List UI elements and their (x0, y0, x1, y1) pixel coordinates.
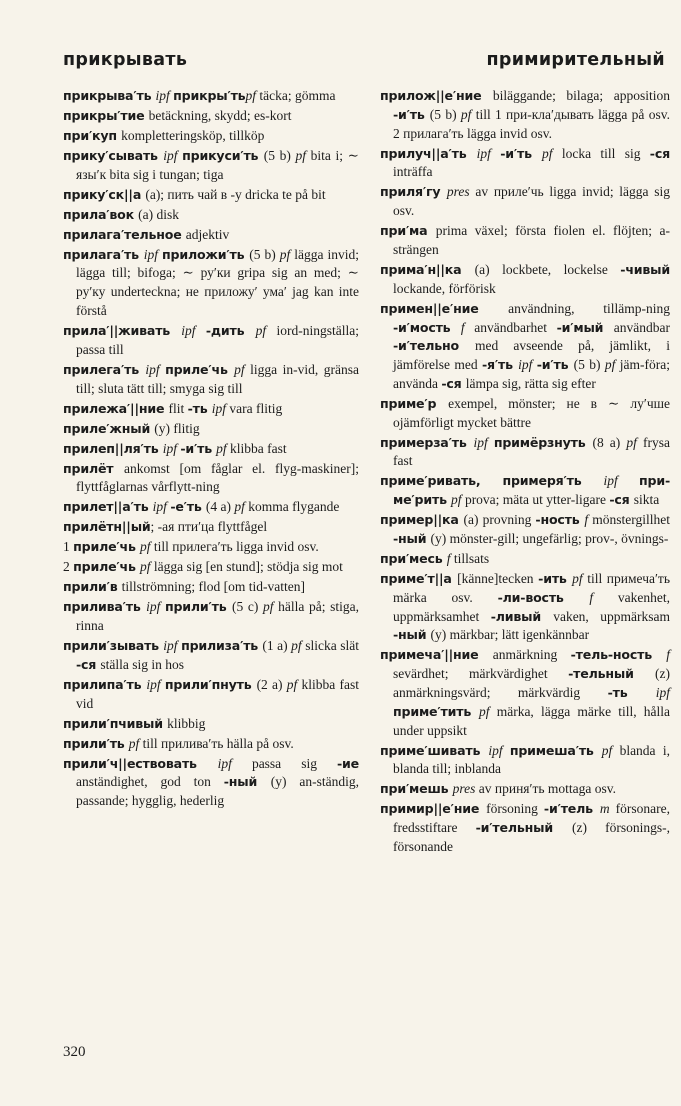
definition-text: ankomst [om fåglar el. flyg-maskiner]; flyttfåglarnas vårflytt-ning (76, 460, 360, 495)
grammar-label: pf (234, 499, 249, 515)
definition-text: inträffa (393, 164, 433, 180)
definition-text: med avseende på, jämlikt, i jämförelse med (393, 338, 670, 373)
headword: прили′в (63, 579, 122, 595)
definition-text: täcka; gömma (259, 88, 336, 103)
headword: -ный (393, 531, 431, 547)
definition-text: lämpa sig, rätta sig efter (465, 375, 596, 391)
headword: прикуси′ть (182, 147, 264, 163)
headword: прили′ч||ествовать (63, 755, 218, 771)
definition-text: (z) försonings-, försonande (393, 820, 671, 854)
headword: прила′вок (63, 206, 139, 222)
grammar-label: pf (291, 638, 306, 654)
dictionary-entry (63, 87, 359, 106)
dictionary-entry (380, 646, 670, 740)
headword: при′куп (63, 127, 122, 143)
headword: прику′ск||а (63, 186, 146, 202)
headword: прима′н||ка (380, 261, 475, 277)
headword: -ть (607, 684, 656, 700)
definition-text: (4 a) (205, 499, 235, 515)
headword: -и′тель (543, 801, 600, 817)
headword: прилеп||ля′ть (63, 440, 163, 456)
grammar-label: pf (626, 434, 643, 450)
dictionary-entry (63, 440, 359, 459)
headword: прили′ть (63, 735, 129, 751)
definition-text: kompletteringsköp, tillköp (121, 127, 265, 143)
grammar-label: ipf (655, 684, 671, 700)
left-column (63, 87, 359, 812)
definition-text: slicka slät (305, 638, 359, 654)
definition-text: iord-ningställa; passa till (76, 323, 359, 357)
headword: -ся (76, 656, 101, 672)
definition-text: vakenhet, uppmärksamhet (393, 589, 670, 624)
definition-text: vaken, uppmärksam (553, 608, 670, 624)
dictionary-entry (63, 107, 359, 126)
grammar-label: pf (262, 599, 279, 615)
grammar-label: f (589, 589, 618, 605)
grammar-label: ipf (146, 599, 165, 615)
dictionary-entry (380, 87, 670, 143)
definition-text: tillströmning; flod [om tid-vatten] (121, 579, 306, 595)
definition-text: ; -ая пти′ца flyttfågel (150, 519, 268, 535)
page-number: 320 (63, 1044, 86, 1060)
dictionary-entry (63, 755, 359, 811)
grammar-label: pf (604, 357, 620, 373)
grammar-label: pres (446, 184, 476, 200)
headword: приме′ривать, примеря′ть (380, 473, 604, 489)
headword: приме′тить (393, 703, 480, 719)
headword: прилежа′||ние (63, 400, 169, 416)
dictionary-entry (63, 558, 359, 577)
headword: приле′жный (63, 420, 155, 436)
dictionary-entry (63, 322, 359, 360)
headword: прили′пнуть (164, 676, 257, 692)
headword: прилега′ть (63, 361, 146, 377)
dictionary-entry (380, 800, 670, 856)
definition-text: sevärdhet; märkvärdighet (393, 666, 569, 682)
definition-text: (5 b) (249, 246, 280, 262)
headword: примеша′ть (509, 742, 602, 758)
definition-text: användbar (613, 319, 670, 335)
dictionary-entry (63, 420, 359, 439)
definition-text: (a) provning (463, 512, 536, 528)
definition-text: (5 b) (263, 147, 296, 163)
grammar-label: ipf (162, 440, 181, 456)
headword: -ли-вость (497, 589, 590, 605)
headword: -ить (538, 570, 573, 586)
dictionary-entry (63, 676, 359, 714)
headword: прилож||е′ние (380, 88, 493, 103)
definition-text: biläggande; bilaga; apposition (492, 88, 670, 103)
dictionary-entry (63, 460, 359, 498)
grammar-label: ipf (476, 145, 501, 161)
running-head-left: прикрывать (63, 50, 188, 70)
grammar-label: ipf (473, 434, 494, 450)
definition-text: klibbig (167, 715, 206, 731)
headword: -я′ть (482, 357, 519, 373)
grammar-label: pf (479, 703, 497, 719)
headword: -и′ть (536, 357, 574, 373)
dictionary-entry (63, 735, 359, 754)
headword: прили′зывать (63, 638, 164, 654)
headword: -ливый (490, 608, 554, 624)
headword: -чивый (620, 261, 670, 277)
headword: -и′ть (180, 440, 217, 456)
definition-text: mönstergillhet (592, 512, 670, 528)
dictionary-entry (380, 511, 670, 549)
headword: -и′ть (393, 106, 430, 122)
definition-text: lockande, förförisk (393, 280, 496, 296)
definition-text: (y) flitig (154, 420, 200, 436)
dictionary-entry (380, 570, 670, 645)
definition-text: klibba fast vid (76, 676, 359, 711)
dictionary-entry (63, 361, 359, 399)
grammar-label: pf (128, 735, 143, 751)
headword: прилага′тельное (63, 226, 186, 242)
headword: прилага′ть (63, 246, 144, 262)
dictionary-entry (63, 715, 359, 734)
definition-text: till прилива′ть hälla på osv. (142, 735, 294, 751)
definition-text: sikta (633, 492, 660, 508)
definition-text: 2 (63, 559, 74, 575)
running-head-right: примирительный (486, 50, 665, 70)
definition-text: adjektiv (185, 226, 230, 242)
grammar-label: pf (286, 676, 302, 692)
definition-text: av приле′чь ligga invid; lägga sig osv. (393, 184, 670, 219)
grammar-label: ipf (181, 323, 206, 339)
grammar-label: pf (216, 440, 231, 456)
definition-text: försonare, fredsstiftare (393, 801, 670, 836)
headword: примеча′||ние (380, 647, 493, 663)
grammar-label: ipf (217, 755, 252, 771)
grammar-label: ipf (155, 88, 174, 103)
grammar-label: ipf (163, 147, 183, 163)
dictionary-entry (380, 780, 670, 799)
definition-text: till 1 при-кла′дывать lägga på osv. 2 прилага′ть lägga invid osv. (393, 106, 670, 141)
definition-text: bita i; ∼ язы′к bita sig i tungan; tiga (76, 147, 359, 182)
grammar-label: pf (279, 246, 295, 262)
headword: приле′чь (73, 539, 140, 555)
definition-text: passa sig (251, 755, 337, 771)
definition-text: locka till sig (561, 145, 650, 161)
headword: прилива′ть (63, 599, 147, 615)
headword: прилет||а′ть (63, 499, 153, 515)
headword: прикры′ть (173, 88, 246, 103)
grammar-label: pf (245, 88, 260, 103)
headword: -ный (393, 627, 431, 643)
definition-text: anmärkning (492, 647, 571, 663)
grammar-label: ipf (518, 357, 537, 373)
definition-text: (z) anmärkningsvärd; märkvärdig (393, 666, 670, 700)
definition-text: anständighet, god ton (76, 774, 224, 790)
definition-text: (y) mönster-gill; ungefärlig; prov-, övnings- (430, 531, 669, 547)
headword: прикры′тие (63, 107, 149, 123)
definition-text: blanda i, blanda till; inblanda (393, 742, 670, 777)
definition-text: (y) an-ständig, passande; hygglig, hederlig (76, 774, 359, 809)
definition-text: prima växel; första fiolen el. flöjten; a-strängen (393, 223, 671, 257)
headword: -и′тельный (475, 820, 572, 836)
grammar-label: pres (452, 781, 479, 797)
headword: при′ма (380, 223, 436, 239)
grammar-label: ipf (152, 499, 171, 515)
headword: -ть (187, 400, 212, 416)
grammar-label: pf (139, 539, 154, 555)
headword: -и′ть (500, 145, 542, 161)
headword: при′мешь (380, 781, 453, 797)
headword: приме′р (380, 395, 449, 411)
headword: пример||ка (380, 512, 464, 528)
definition-text: lägga sig [en stund]; stödja sig mot (153, 559, 343, 575)
headword: прили′ть (164, 599, 232, 615)
definition-text: användning, tillämp-ning (508, 300, 670, 316)
headword: примёрзнуть (493, 434, 593, 450)
grammar-label: ipf (603, 473, 640, 489)
definition-text: av приня′ть mottaga osv. (478, 781, 616, 797)
definition-text: (y) märkbar; lätt igenkännbar (430, 627, 590, 643)
dictionary-entry (63, 186, 359, 205)
definition-text: försoning (486, 801, 544, 817)
headword: -дить (205, 323, 256, 339)
grammar-label: f (460, 319, 475, 335)
dictionary-entry (380, 222, 670, 260)
headword: прилуч||а′ть (380, 145, 477, 161)
headword: при-ме′рить (393, 473, 670, 508)
dictionary-entry (63, 147, 359, 185)
grammar-label: ipf (145, 361, 166, 377)
grammar-label: f (446, 551, 454, 566)
grammar-label: pf (255, 323, 277, 339)
headword: -и′мый (556, 319, 614, 335)
headword: прили′пчивый (63, 715, 168, 731)
grammar-label: ipf (143, 246, 163, 262)
definition-text: vara flitig (229, 400, 283, 416)
definition-text: ställa sig in hos (100, 656, 184, 672)
definition-text: [känne]tecken (457, 570, 539, 586)
grammar-label: ipf (488, 742, 510, 758)
grammar-label: ipf (146, 676, 165, 692)
headword: приле′чь (73, 559, 140, 575)
dictionary-entry (380, 300, 670, 394)
headword: прилипа′ть (63, 676, 147, 692)
dictionary-entry (380, 742, 670, 780)
definition-text: ligga in-vid, gränsa till; sluta tätt till; smyga sig till (76, 361, 359, 396)
headword: прилиза′ть (181, 638, 263, 654)
headword: -ный (223, 774, 271, 790)
dictionary-entry (63, 127, 359, 146)
headword: приле′чь (165, 361, 235, 377)
dictionary-entry (63, 246, 359, 321)
grammar-label: m (599, 801, 616, 817)
definition-text: (5 c) (231, 599, 263, 615)
dictionary-entry (380, 472, 670, 510)
headword: примерза′ть (380, 434, 474, 450)
headword: -ие (337, 755, 359, 771)
headword: -ность (535, 512, 585, 528)
grammar-label: f (666, 647, 670, 663)
definition-text: hälla på; stiga, rinna (76, 599, 359, 634)
definition-text: flit (168, 400, 188, 416)
headword: прила′||живать (63, 323, 182, 339)
definition-text: till примеча′ть märka osv. (393, 570, 670, 605)
dictionary-entry (380, 395, 670, 433)
definition-text: (2 a) (256, 676, 287, 692)
definition-text: (8 a) (592, 434, 627, 450)
definition-text: till прилега′ть ligga invid osv. (153, 539, 319, 555)
headword: примен||е′ние (380, 300, 509, 316)
headword: прику′сывать (63, 147, 164, 163)
grammar-label: pf (460, 106, 476, 122)
grammar-label: pf (234, 361, 251, 377)
definition-text: (1 a) (262, 638, 292, 654)
headword: -тель-ность (570, 647, 667, 663)
definition-text: (5 b) (573, 357, 605, 373)
grammar-label: f (584, 512, 593, 528)
grammar-label: pf (295, 147, 311, 163)
right-column (380, 87, 670, 858)
headword: приме′шивать (380, 742, 489, 758)
grammar-label: ipf (163, 638, 182, 654)
grammar-label: pf (542, 145, 562, 161)
headword: -е′ть (170, 499, 206, 515)
definition-text: klibba fast (230, 440, 287, 456)
dictionary-entry (380, 145, 670, 183)
definition-text: användbarhet (474, 319, 557, 335)
dictionary-entry (63, 498, 359, 517)
headword: при′месь (380, 551, 447, 566)
definition-text: komma flygande (248, 499, 340, 515)
definition-text: (a) disk (138, 206, 180, 222)
definition-text: (5 b) (429, 106, 461, 122)
headword: -тельный (568, 666, 656, 682)
definition-text: (a); пить чай в -у dricka te på bit (145, 186, 326, 202)
headword: -ся (649, 145, 670, 161)
dictionary-entry (63, 598, 359, 636)
definition-text: frysa fast (393, 434, 670, 469)
headword: прилёт (63, 460, 124, 476)
definition-text: exempel, mönster; не в ∼ лу′чше ojämförligt mycket bättre (393, 395, 670, 430)
headword: -и′тельно (393, 338, 475, 354)
grammar-label: pf (139, 559, 154, 575)
headword: приля′гу (380, 184, 447, 200)
definition-text: jäm-föra; använda (393, 357, 670, 391)
definition-text: 1 (63, 539, 74, 555)
dictionary-entry (380, 550, 670, 569)
headword: -ся (441, 375, 466, 391)
definition-text: märka, lägga märke till, hålla under uppsikt (393, 703, 670, 738)
headword: прилётн||ый (63, 519, 151, 535)
dictionary-entry (380, 434, 670, 472)
dictionary-entry (63, 226, 359, 245)
grammar-label: pf (572, 570, 588, 586)
grammar-label: pf (601, 742, 620, 758)
dictionary-entry (63, 538, 359, 557)
definition-text: tillsats (453, 551, 490, 566)
dictionary-entry (63, 578, 359, 597)
grammar-label: ipf (211, 400, 230, 416)
headword: -ся (609, 492, 634, 508)
definition-text: lägga invid; lägga till; bifoga; ∼ ру′ки gripa sig an med; ∼ ру′ку underteckna; не приложу′ ума′ jag kan inte förstå (76, 246, 359, 319)
dictionary-entry (380, 183, 670, 221)
definition-text: betäckning, skydd; es-kort (148, 107, 292, 123)
headword: приложи′ть (162, 246, 250, 262)
definition-text: (a) lockbete, lockelse (474, 261, 621, 277)
dictionary-entry (63, 518, 359, 537)
dictionary-entry (63, 637, 359, 675)
definition-text: prova; mäta ut ytter-ligare (464, 492, 610, 508)
headword: примир||е′ние (380, 801, 487, 817)
dictionary-entry (63, 206, 359, 225)
dictionary-entry (63, 400, 359, 419)
grammar-label: pf (451, 492, 465, 508)
headword: -и′мость (393, 319, 461, 335)
headword: прикрыва′ть (63, 88, 156, 103)
headword: приме′т||а (380, 570, 458, 586)
dictionary-entry (380, 261, 670, 299)
